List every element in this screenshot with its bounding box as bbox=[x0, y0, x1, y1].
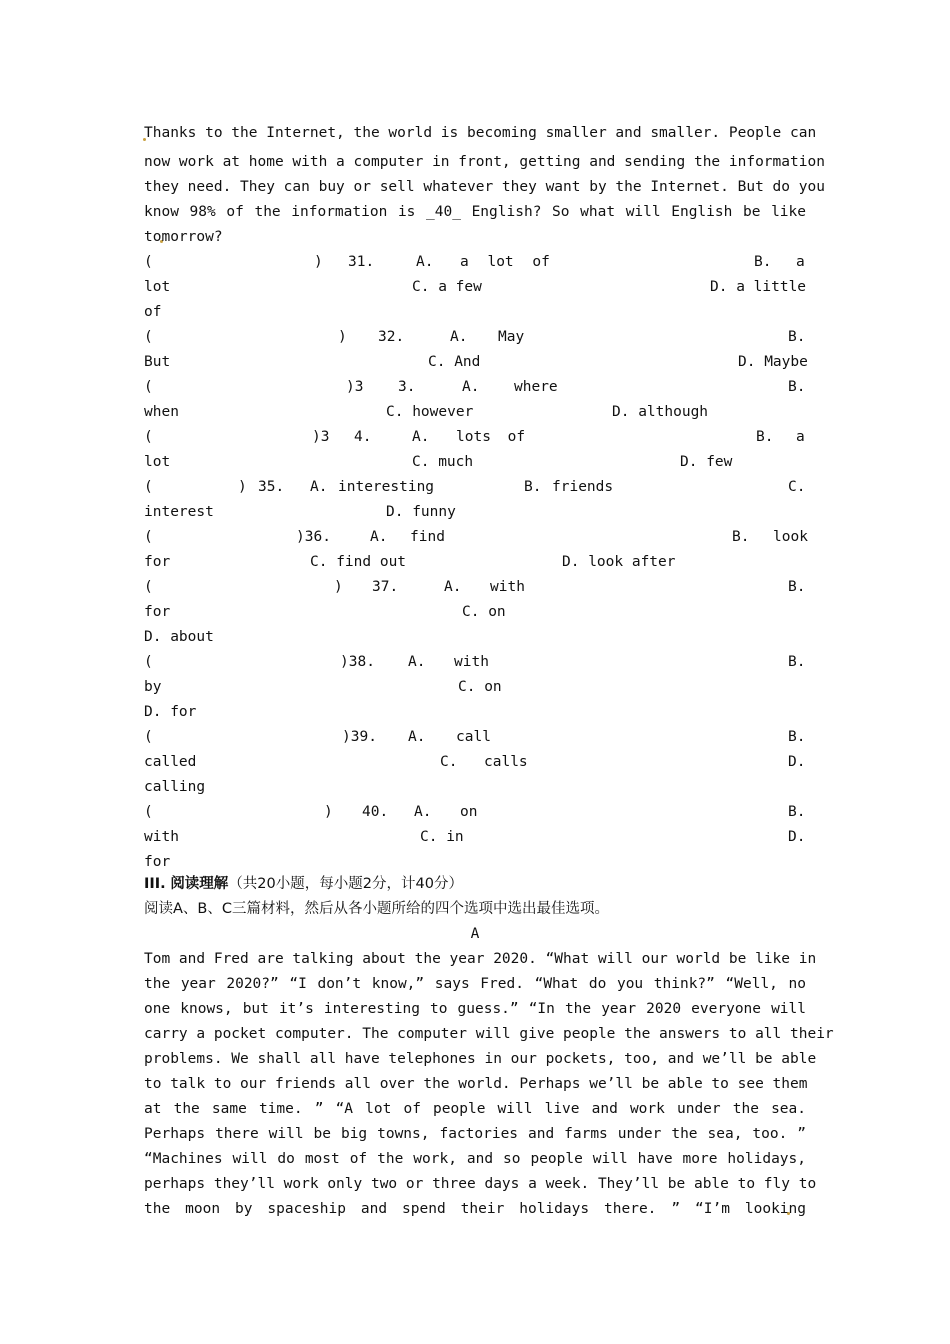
option-d: D. look after bbox=[562, 554, 676, 570]
option-b-text: But bbox=[144, 354, 171, 370]
paren-close: ) bbox=[338, 329, 347, 345]
paren-open: ( bbox=[144, 804, 153, 820]
option-b-label: B. bbox=[788, 804, 806, 820]
passage-line: carry a pocket computer. The computer will give people the answers to all their bbox=[144, 1026, 834, 1042]
paren-close: ) bbox=[334, 579, 343, 595]
paren-open: ( bbox=[144, 729, 153, 745]
option-d: D. a little bbox=[710, 279, 807, 295]
paren-close: ) bbox=[238, 479, 247, 495]
question-37 bbox=[144, 577, 806, 597]
option-d: D. although bbox=[612, 404, 709, 420]
option-a-text: with bbox=[454, 654, 489, 670]
passage-line: they need. They can buy or sell whatever they want by the Internet. But do you bbox=[144, 179, 825, 195]
passage-line: problems. We shall all have telephones in our pockets, too, and we’ll be able bbox=[144, 1051, 817, 1067]
question-40 bbox=[144, 802, 806, 822]
option-b-text: look bbox=[773, 529, 808, 545]
option-b-text-cont: lot bbox=[144, 279, 171, 295]
passage-line: the moon by spaceship and spend their holidays there. ” “I’m looking bbox=[144, 1201, 806, 1217]
option-d-label: D. bbox=[788, 754, 806, 770]
section-heading bbox=[144, 874, 463, 894]
question-38-tail bbox=[144, 702, 806, 722]
question-32 bbox=[144, 327, 806, 347]
question-number: 31. bbox=[348, 254, 375, 270]
option-a-label: A. bbox=[416, 254, 434, 270]
paren-close: ) bbox=[324, 804, 333, 820]
option-b-text: friends bbox=[552, 479, 614, 495]
option-b-label: B. bbox=[788, 379, 806, 395]
passage-line: one knows, but it’s interesting to guess.” “In the year 2020 everyone will bbox=[144, 1001, 806, 1017]
option-b-label: B. bbox=[524, 479, 542, 495]
question-38-cont bbox=[144, 677, 806, 697]
paren-open: ( bbox=[144, 654, 153, 670]
paren-close: )36. bbox=[296, 529, 331, 545]
paren-close: )38. bbox=[340, 654, 375, 670]
option-a-label: A. bbox=[414, 804, 432, 820]
option-d-label: D. bbox=[788, 829, 806, 845]
question-31 bbox=[144, 252, 806, 272]
section-note: （共20小题，每小题2分，计40分） bbox=[228, 876, 463, 892]
paren-close: )39. bbox=[342, 729, 377, 745]
question-37-tail bbox=[144, 627, 806, 647]
option-a-text: on bbox=[460, 804, 478, 820]
option-a-text: with bbox=[490, 579, 525, 595]
option-c: C. in bbox=[420, 829, 464, 845]
paren-open: ( bbox=[144, 479, 153, 495]
question-35-cont bbox=[144, 502, 806, 522]
question-number: 4. bbox=[354, 429, 372, 445]
option-b-text: a bbox=[796, 254, 805, 270]
option-c-text: calls bbox=[484, 754, 528, 770]
question-32-cont bbox=[144, 352, 806, 372]
passage-line: Thanks to the Internet, the world is becoming smaller and smaller. People can bbox=[144, 125, 817, 141]
passage-line: know 98% of the information is _40_ English? So what will English be like bbox=[144, 204, 806, 220]
question-40-cont bbox=[144, 827, 806, 847]
option-a-label: A. bbox=[444, 579, 462, 595]
question-39-cont bbox=[144, 752, 806, 772]
passage-line: now work at home with a computer in front, getting and sending the information bbox=[144, 154, 825, 170]
option-a-label: A. bbox=[412, 429, 430, 445]
option-a-text: where bbox=[514, 379, 558, 395]
passage-line: Tom and Fred are talking about the year 2020. “What will our world be like in bbox=[144, 951, 817, 967]
option-b-text: a bbox=[796, 429, 805, 445]
question-number: 37. bbox=[372, 579, 399, 595]
option-c-label: C. bbox=[440, 754, 458, 770]
option-a-text: find bbox=[410, 529, 445, 545]
option-a-text: interesting bbox=[338, 479, 435, 495]
paren-open: ( bbox=[144, 254, 153, 270]
question-33-cont bbox=[144, 402, 806, 422]
question-number: 40. bbox=[362, 804, 389, 820]
question-36-cont bbox=[144, 552, 806, 572]
question-number: 3. bbox=[398, 379, 416, 395]
option-d-text: for bbox=[144, 854, 171, 870]
paren-close: ) bbox=[314, 254, 323, 270]
option-b-text: called bbox=[144, 754, 197, 770]
option-d: D. Maybe bbox=[738, 354, 808, 370]
question-34-cont bbox=[144, 452, 806, 472]
option-b-label: B. bbox=[788, 729, 806, 745]
passage-line: tomorrow? bbox=[144, 229, 223, 245]
question-39 bbox=[144, 727, 806, 747]
option-a-label: A. bbox=[310, 479, 328, 495]
question-number: 35. bbox=[258, 479, 285, 495]
option-b-text: when bbox=[144, 404, 179, 420]
option-b-text-cont: for bbox=[144, 554, 171, 570]
option-a-label: A. bbox=[370, 529, 388, 545]
question-39-tail bbox=[144, 777, 806, 797]
option-a-text: May bbox=[498, 329, 525, 345]
paren-open: ( bbox=[144, 579, 153, 595]
question-33 bbox=[144, 377, 806, 397]
option-b-label: B. bbox=[754, 254, 772, 270]
option-b-label: B. bbox=[756, 429, 774, 445]
passage-line: the year 2020?” “I don’t know,” says Fred. “What do you think?” “Well, no bbox=[144, 976, 806, 992]
option-c: C. And bbox=[428, 354, 481, 370]
option-a-label: A. bbox=[408, 729, 426, 745]
option-d: D. funny bbox=[386, 504, 456, 520]
option-b-text: for bbox=[144, 604, 171, 620]
section-title: 阅读理解 bbox=[170, 876, 229, 892]
option-b-label: B. bbox=[788, 654, 806, 670]
passage-line: Perhaps there will be big towns, factories and farms under the sea, too. ” bbox=[144, 1126, 806, 1142]
paren-open: ( bbox=[144, 429, 153, 445]
option-c-text: interest bbox=[144, 504, 214, 520]
option-b-text-cont: lot bbox=[144, 454, 171, 470]
question-38 bbox=[144, 652, 806, 672]
option-c: C. find out bbox=[310, 554, 407, 570]
question-37-cont bbox=[144, 602, 806, 622]
option-d: D. few bbox=[680, 454, 733, 470]
question-40-tail bbox=[144, 852, 806, 872]
paren-open: ( bbox=[144, 329, 153, 345]
option-b-label: B. bbox=[788, 579, 806, 595]
question-34 bbox=[144, 427, 806, 447]
option-c: C. on bbox=[458, 679, 502, 695]
option-b-label: B. bbox=[732, 529, 750, 545]
option-a-text: call bbox=[456, 729, 491, 745]
option-a-label: A. bbox=[450, 329, 468, 345]
section-instruction: 阅读A、B、C三篇材料，然后从各小题所给的四个选项中选出最佳选项。 bbox=[144, 901, 609, 917]
paren-close: )3 bbox=[312, 429, 330, 445]
passage-line: perhaps they’ll work only two or three days a week. They’ll be able to fly to bbox=[144, 1176, 817, 1192]
passage-line: at the same time. ” “A lot of people will live and work under the sea. bbox=[144, 1101, 806, 1117]
option-c-label: C. bbox=[788, 479, 806, 495]
option-b-text: with bbox=[144, 829, 179, 845]
paren-close: )3 bbox=[346, 379, 364, 395]
option-a-text: lots of bbox=[456, 429, 526, 445]
option-d: D. for bbox=[144, 704, 197, 720]
question-31-tail bbox=[144, 302, 806, 322]
option-c: C. on bbox=[462, 604, 506, 620]
option-d-text-cont: of bbox=[144, 304, 162, 320]
question-35 bbox=[144, 477, 806, 497]
option-c: C. however bbox=[386, 404, 474, 420]
option-a-text: a lot of bbox=[460, 254, 550, 270]
option-a-label: A. bbox=[462, 379, 480, 395]
section-number: III. bbox=[144, 876, 166, 892]
passage-line: to talk to our friends all over the world. Perhaps we’ll be able to see them bbox=[144, 1076, 808, 1092]
passage-line: “Machines will do most of the work, and so people will have more holidays, bbox=[144, 1151, 806, 1167]
option-b-text: by bbox=[144, 679, 162, 695]
passage-label: A bbox=[470, 926, 480, 942]
question-31-cont bbox=[144, 277, 806, 297]
question-number: 32. bbox=[378, 329, 405, 345]
paren-open: ( bbox=[144, 379, 153, 395]
paren-open: ( bbox=[144, 529, 153, 545]
option-a-label: A. bbox=[408, 654, 426, 670]
option-d: D. about bbox=[144, 629, 214, 645]
option-b-label: B. bbox=[788, 329, 806, 345]
option-c: C. much bbox=[412, 454, 474, 470]
question-36 bbox=[144, 527, 806, 547]
option-c: C. a few bbox=[412, 279, 482, 295]
option-d-text: calling bbox=[144, 779, 206, 795]
